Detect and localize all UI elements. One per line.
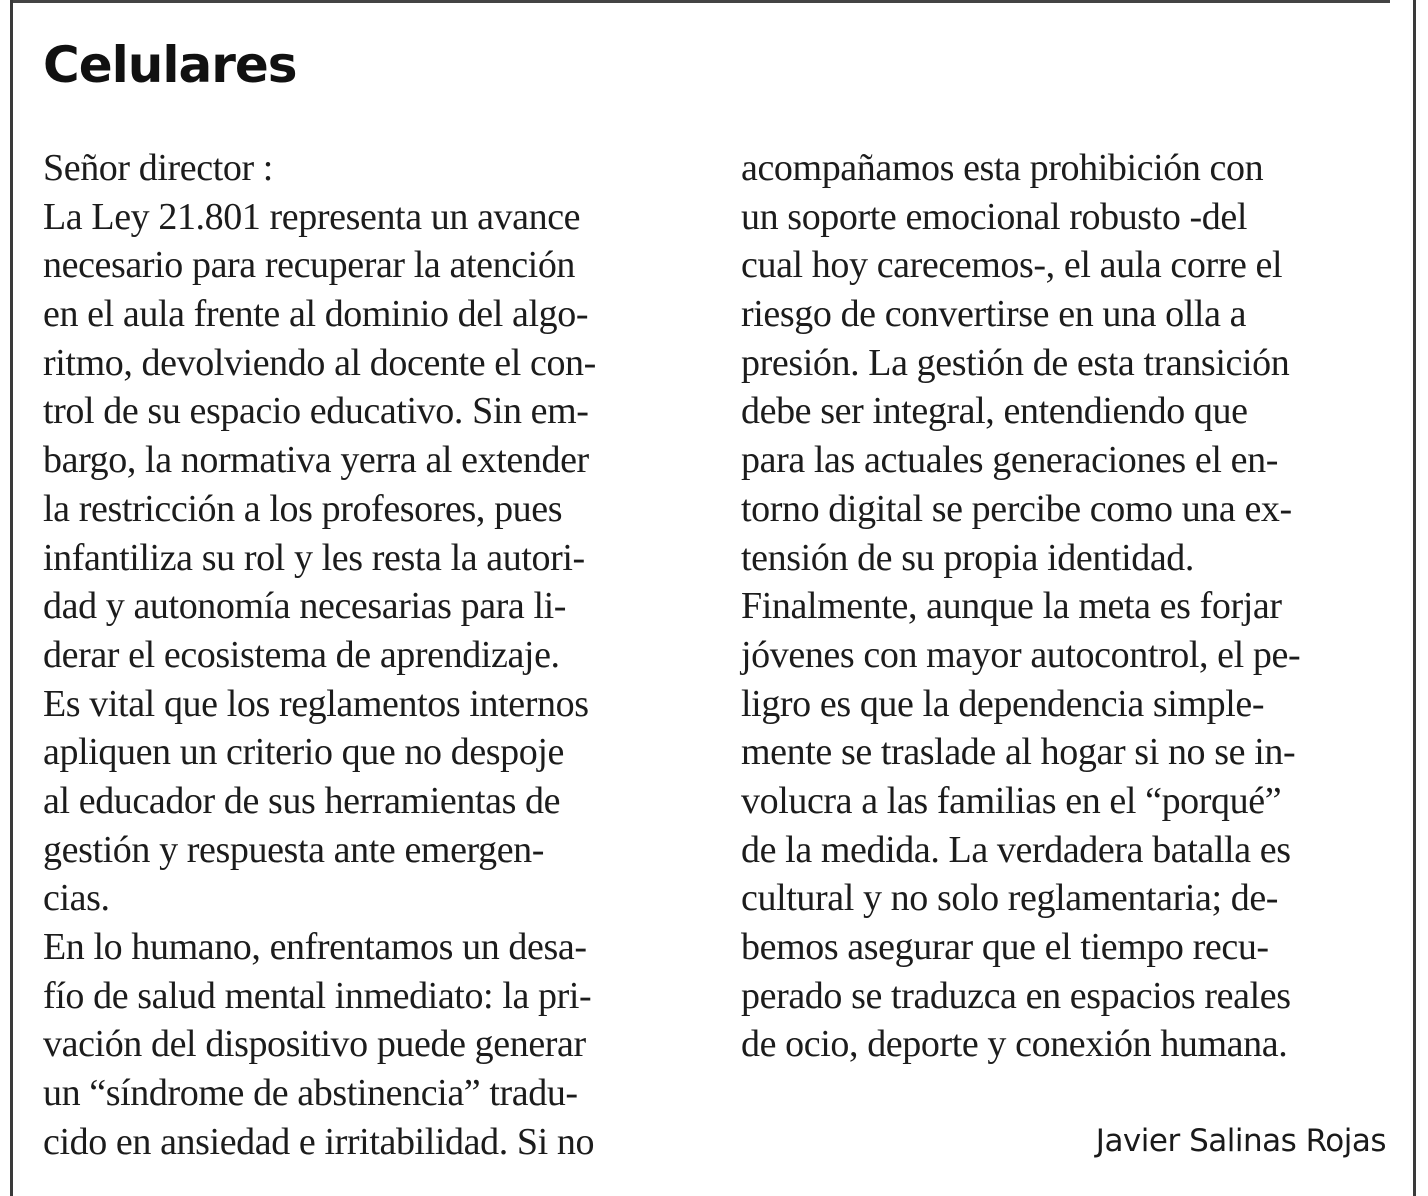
text-line: Es vital que los reglamentos internos <box>43 682 589 725</box>
text-line: ligro es que la dependencia simple- <box>741 682 1265 725</box>
text-line: torno digital se percibe como una ex- <box>741 487 1292 530</box>
text-line: acompañamos esta prohibición con <box>741 147 1264 189</box>
text-line: vación del dispositivo puede generar <box>43 1023 586 1066</box>
text-line: apliquen un criterio que no despoje <box>43 731 565 774</box>
text-line: Señor director : <box>43 147 273 189</box>
text-line: un soporte emocional robusto -del <box>741 195 1248 238</box>
text-line: para las actuales generaciones el en- <box>741 439 1278 482</box>
text-line: gestión y respuesta ante emergen- <box>43 828 545 871</box>
text-line: de ocio, deporte y conexión humana. <box>741 1023 1288 1066</box>
left-column <box>43 144 693 1166</box>
text-line: cias. <box>43 877 110 920</box>
text-line: un “síndrome de abstinencia” tradu- <box>43 1072 578 1115</box>
text-line: necesario para recuperar la atención <box>43 244 576 287</box>
text-line: cual hoy carecemos-, el aula corre el <box>741 244 1283 287</box>
text-line: ritmo, devolviendo al docente el con- <box>43 341 596 384</box>
text-line: fío de salud mental inmediato: la pri- <box>43 974 592 1017</box>
author-signature: Javier Salinas Rojas <box>1095 1123 1386 1159</box>
text-line: infantiliza su rol y les resta la autori- <box>43 536 585 579</box>
text-line: dad y autonomía necesarias para li- <box>43 585 567 628</box>
text-line: cultural y no solo reglamentaria; de- <box>741 877 1279 920</box>
text-line: en el aula frente al dominio del algo- <box>43 293 589 336</box>
text-line: mente se traslade al hogar si no se in- <box>741 731 1296 774</box>
text-line: tensión de su propia identidad. <box>741 536 1195 579</box>
text-line: trol de su espacio educativo. Sin em- <box>43 390 589 433</box>
text-line: la restricción a los profesores, pues <box>43 487 563 530</box>
text-line: La Ley 21.801 representa un avance <box>43 195 581 238</box>
text-line: derar el ecosistema de aprendizaje. <box>43 633 560 676</box>
text-line: al educador de sus herramientas de <box>43 779 561 822</box>
text-line: bemos asegurar que el tiempo recu- <box>741 926 1269 968</box>
text-line: perado se traduzca en espacios reales <box>741 974 1291 1017</box>
headline: Celulares <box>43 36 297 94</box>
text-line: debe ser integral, entendiendo que <box>741 390 1248 433</box>
text-line: Finalmente, aunque la meta es forjar <box>741 585 1282 628</box>
right-column <box>741 144 1391 1069</box>
text-line: En lo humano, enfrentamos un desa- <box>43 926 587 968</box>
top-divider <box>12 0 1390 3</box>
text-line: de la medida. La verdadera batalla es <box>741 828 1291 871</box>
left-border <box>10 0 13 1196</box>
right-border <box>1413 0 1416 1196</box>
text-line: volucra a las familias en el “porqué” <box>741 779 1282 822</box>
text-line: cido en ansiedad e irritabilidad. Si no <box>43 1120 595 1163</box>
text-line: jóvenes con mayor autocontrol, el pe- <box>741 633 1301 676</box>
text-line: presión. La gestión de esta transición <box>741 341 1290 384</box>
text-line: bargo, la normativa yerra al extender <box>43 439 589 482</box>
text-line: riesgo de convertirse en una olla a <box>741 293 1247 336</box>
